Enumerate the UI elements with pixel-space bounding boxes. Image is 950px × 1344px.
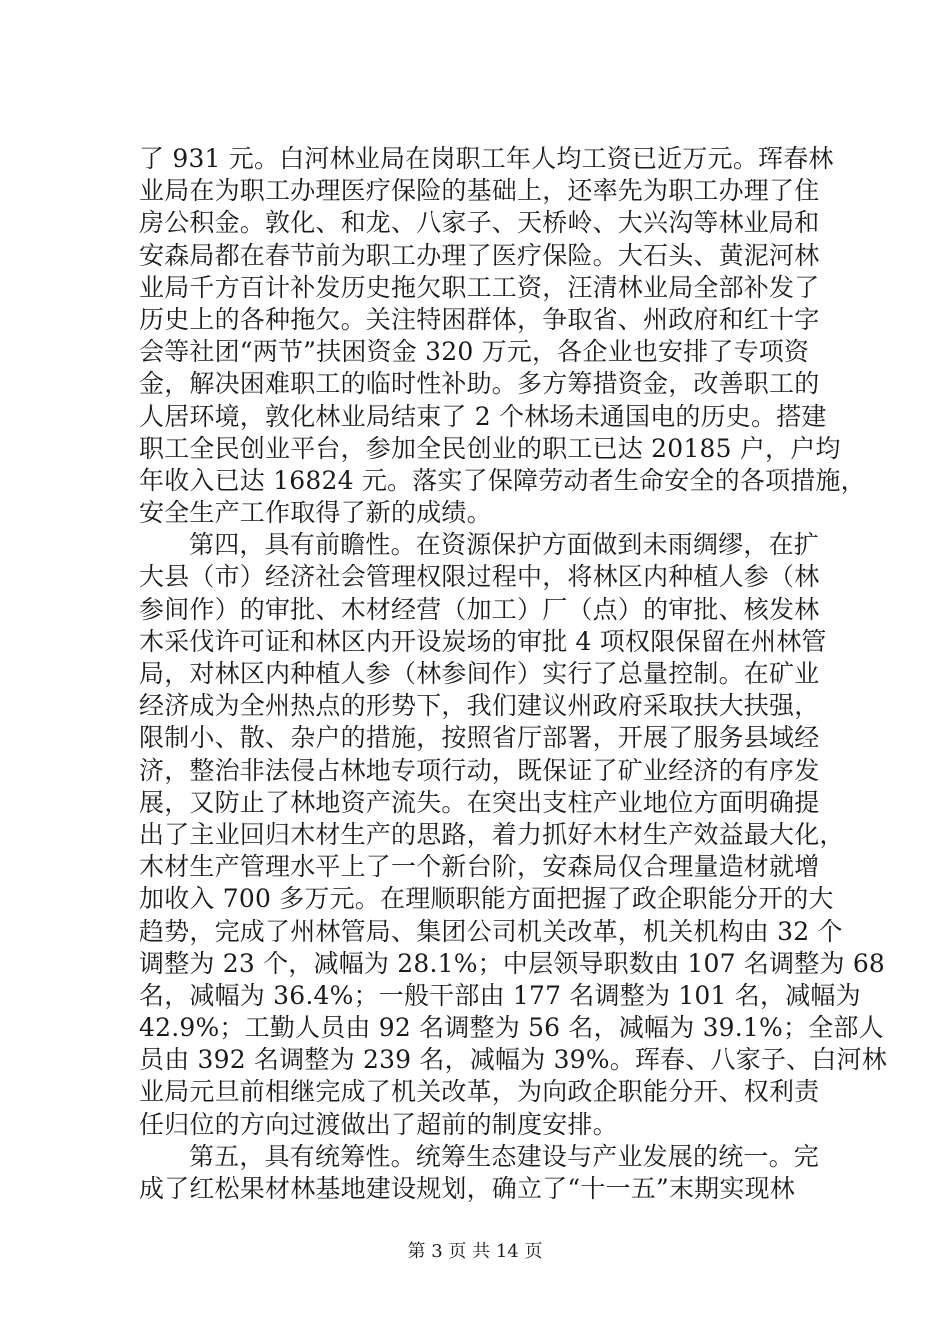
text-line: 第五，具有统筹性。统筹生态建设与产业发展的统一。完 <box>189 1141 820 1171</box>
text-line: 42.9%；工勤人员由 92 名调整为 56 名，减幅为 39.1%；全部人 <box>139 1013 884 1043</box>
text-line: 限制小、散、杂户的措施，按照省厅部署，开展了服务县域经 <box>139 723 820 753</box>
text-line: 业局在为职工办理医疗保险的基础上，还率先为职工办理了住 <box>139 176 820 206</box>
text-line: 大县（市）经济社会管理权限过程中，将林区内种植人参（林 <box>139 562 820 592</box>
text-line: 局，对林区内种植人参（林参间作）实行了总量控制。在矿业 <box>139 659 820 688</box>
text-line: 调整为 23 个，减幅为 28.1%；中层领导职数由 107 名调整为 68 <box>139 948 886 978</box>
text-line: 经济成为全州热点的形势下，我们建议州政府采取扶大扶强， <box>139 691 820 721</box>
text-line: 趋势，完成了州林管局、集团公司机关改革，机关机构由 32 个 <box>139 916 843 946</box>
text-line: 出了主业回归木材生产的思路，着力抓好木材生产效益最大化， <box>139 819 845 849</box>
text-line: 加收入 700 多万元。在理顺职能方面把握了政企职能分开的大 <box>139 884 834 914</box>
text-line: 成了红松果材林基地建设规划，确立了“十一五”末期实现林 <box>139 1174 795 1203</box>
text-line: 第四，具有前瞻性。在资源保护方面做到未雨绸缪，在扩 <box>189 530 820 560</box>
text-line: 参间作）的审批、木材经营（加工）厂（点）的审批、核发林 <box>139 594 820 624</box>
page-footer: 第 3 页 共 14 页 <box>407 1241 543 1262</box>
text-line: 会等社团“两节”扶困资金 320 万元，各企业也安排了专项资 <box>139 337 810 367</box>
text-line: 木材生产管理水平上了一个新台阶，安森局仅合理量造材就增 <box>139 852 820 882</box>
text-line: 展，又防止了林地资产流失。在突出支柱产业地位方面明确提 <box>139 787 820 817</box>
text-line: 安森局都在春节前为职工办理了医疗保险。大石头、黄泥河林 <box>139 240 820 270</box>
text-line: 职工全民创业平台，参加全民创业的职工已达 20185 户，户均 <box>139 433 841 463</box>
text-line: 木采伐许可证和林区内开设炭场的审批 4 项权限保留在州林管 <box>139 626 827 656</box>
text-line: 业局千方百计补发历史拖欠职工工资，汪清林业局全部补发了 <box>139 272 820 302</box>
text-line: 安全生产工作取得了新的成绩。 <box>139 498 492 528</box>
text-line: 任归位的方向过渡做出了超前的制度安排。 <box>139 1109 618 1139</box>
text-line: 人居环境，敦化林业局结束了 2 个林场未通国电的历史。搭建 <box>139 401 827 431</box>
text-line: 名，减幅为 36.4%；一般干部由 177 名调整为 101 名，减幅为 <box>139 980 861 1010</box>
text-line: 济，整治非法侵占林地专项行动，既保证了矿业经济的有序发 <box>139 755 820 785</box>
text-line: 员由 392 名调整为 239 名，减幅为 39%。珲春、八家子、白河林 <box>139 1045 887 1075</box>
text-line: 了 931 元。白河林业局在岗职工年人均工资已近万元。珲春林 <box>139 144 834 173</box>
text-line: 房公积金。敦化、和龙、八家子、天桥岭、大兴沟等林业局和 <box>139 208 820 238</box>
text-line: 历史上的各种拖欠。关注特困群体，争取省、州政府和红十字 <box>139 304 820 334</box>
body-text <box>139 143 887 1205</box>
text-line: 年收入已达 16824 元。落实了保障劳动者生命安全的各项措施， <box>139 465 866 495</box>
text-line: 金，解决困难职工的临时性补助。多方筹措资金，改善职工的 <box>139 369 820 399</box>
text-line: 业局元旦前相继完成了机关改革，为向政企职能分开、权利责 <box>139 1077 820 1107</box>
